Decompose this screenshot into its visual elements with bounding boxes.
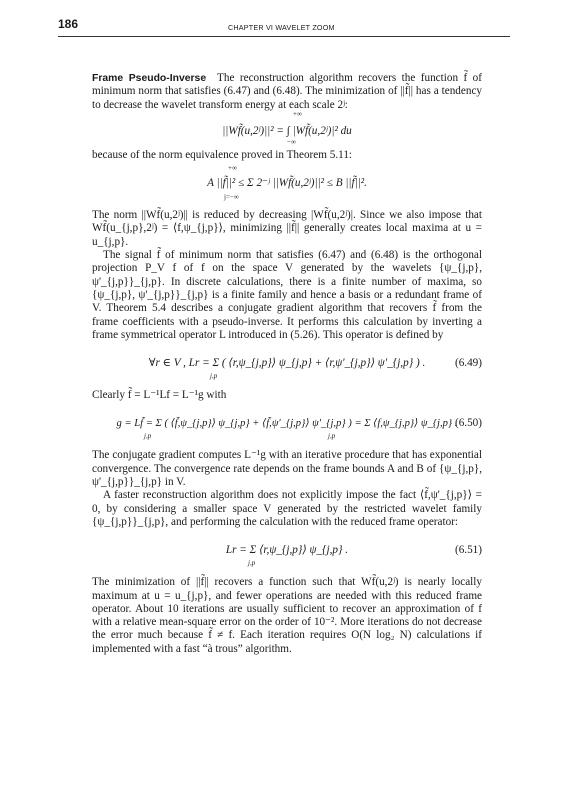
equation-2-limit-top: +∞ bbox=[228, 164, 237, 173]
running-header bbox=[58, 18, 510, 36]
page-number: 186 bbox=[58, 17, 79, 31]
equation-1-limit-top: +∞ bbox=[293, 109, 302, 118]
equation-5-text: Lr = Σ ⟨r,ψ_{j,p}⟩ ψ_{j,p} . bbox=[225, 544, 349, 557]
paragraph-4: The signal f̃ of minimum norm that satisfies (6.47) and (6.48) is the orthogonal projection P_V f of f on the space V generated by the wavelets {ψ_{j,p}, ψ'_{j,p}}_{j,p}. In discrete calculations, there is a finite number of maxima, so {ψ_{j,p}, ψ'_{j,p}}_{j,p} is a finite family and hence a basis or a redundant frame of V. Theorem 5.4 describes a conjugate gradient algorithm that recovers f̃ from the frame coefficients with a pseudo-inverse. It performs this calculation by inverting a frame symmetrical operator L introduced in (5.26). This operator is defined by bbox=[92, 249, 482, 341]
section-heading: Frame Pseudo-Inverse bbox=[92, 73, 207, 84]
equation-3-text: ∀r ∈ V , Lr = Σ ( ⟨r,ψ_{j,p}⟩ ψ_{j,p} + ⟨r,ψ'_{j,p}⟩ ψ'_{j,p} ) . bbox=[148, 357, 426, 370]
equation-2 bbox=[92, 164, 482, 204]
equation-5 bbox=[92, 535, 482, 571]
equation-4 bbox=[92, 408, 482, 444]
paragraph-2: because of the norm equivalence proved in Theorem 5.11: bbox=[92, 148, 353, 161]
equation-5-number: (6.51) bbox=[454, 544, 482, 557]
paragraph-8: The minimization of ||f̃|| recovers a function such that Wf̃(u,2ʲ) is nearly locally maximum at u = u_{j,p}, and fewer operations are needed with this reduced frame operator. About 10 iterations are usually sufficient to recover an approximation of f with a relative mean-square error on the order of 10⁻². More iterations do not decrease the error much because f̃ ≠ f. Each iteration requires O(N log₂ N) calculations if implemented with a fast “à trous” algorithm. bbox=[92, 576, 482, 655]
equation-4-limit-1: j,p bbox=[144, 432, 152, 441]
equation-4-number: (6.50) bbox=[454, 417, 482, 430]
equation-3-number: (6.49) bbox=[454, 357, 482, 370]
equation-2-limit-bottom: j=−∞ bbox=[224, 193, 239, 202]
paragraph-1 bbox=[92, 72, 482, 112]
paragraph-3: The norm ||Wf̃(u,2ʲ)|| is reduced by decreasing |Wf̃(u,2ʲ)|. Since we also impose that Wf̃(u_{j,p},2ʲ) = ⟨f,ψ_{j,p}⟩, minimizing ||f̃|| generally creates local maxima at u = u_{j,p}. bbox=[92, 209, 482, 248]
equation-3 bbox=[92, 348, 482, 384]
equation-5-limit: j,p bbox=[248, 559, 256, 568]
paragraph-6: The conjugate gradient computes L⁻¹g with an iterative procedure that has exponential convergence. The convergence rate depends on the frame bounds A and B of {ψ_{j,p}, ψ'_{j,p}}_{j,p} in V. bbox=[92, 449, 482, 489]
page-body bbox=[92, 72, 482, 656]
equation-3-limit: j,p bbox=[210, 372, 218, 381]
equation-4-text: g = Lf̃ = Σ ( ⟨f̃,ψ_{j,p}⟩ ψ_{j,p} + ⟨f̃,ψ'_{j,p}⟩ ψ'_{j,p} ) = Σ ⟨f,ψ_{j,p}⟩ ψ_{j,p} . bbox=[116, 418, 458, 430]
paragraph-7: A faster reconstruction algorithm does not explicitly impose the fact ⟨f̃,ψ'_{j,p}⟩ = 0, by considering a smaller space V generated by the restricted wavelet family {ψ_{j,p}}_{j,p}, and performing the calculation with the reduced frame operator: bbox=[92, 489, 482, 528]
equation-1-limit-bottom: −∞ bbox=[287, 137, 296, 146]
equation-2-text: A ||f̃||² ≤ Σ 2⁻ʲ ||Wf̃(u,2ʲ)||² ≤ B ||f̃||². bbox=[207, 177, 367, 190]
equation-4-limit-2: j,p bbox=[328, 432, 336, 441]
equation-1-text: ||Wf̃(u,2ʲ)||² = ∫ |Wf̃(u,2ʲ)|² du bbox=[222, 124, 352, 137]
equation-1 bbox=[92, 109, 482, 146]
chapter-title: CHAPTER VI WAVELET ZOOM bbox=[228, 23, 335, 32]
paragraph-1-text: The reconstruction algorithm recovers the function f̃ of minimum norm that satisfies (6.47) and (6.48). The minimization of ||f̃|| has a tendency to decrease the wavelet transform energy at each scale 2ʲ: bbox=[92, 72, 483, 111]
header-rule bbox=[58, 36, 510, 37]
paragraph-5: Clearly f̃ = L⁻¹Lf = L⁻¹g with bbox=[92, 389, 227, 402]
